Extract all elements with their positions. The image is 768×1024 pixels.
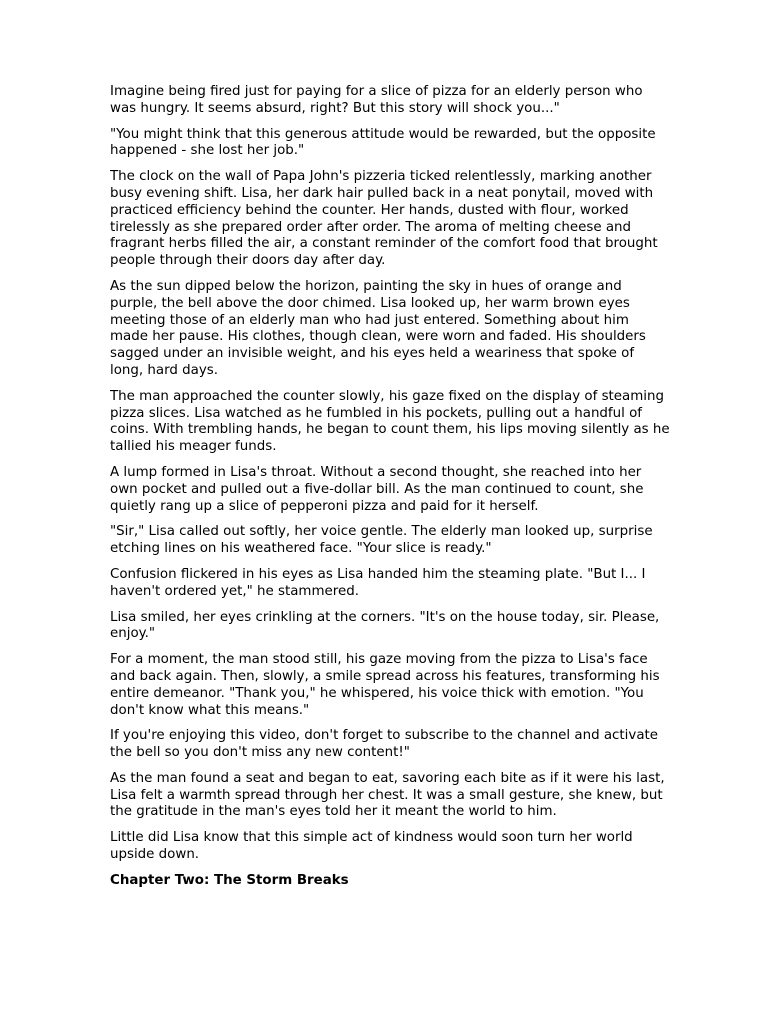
paragraph-seat: As the man found a seat and began to eat, savoring each bite as if it were his last, Lisa felt a warmth spread through her chest. It was a small gesture, she knew, but the gratitude in the man's eyes told her it meant the world to him.	[110, 770, 665, 820]
chapter-heading: Chapter Two: The Storm Breaks	[110, 872, 349, 888]
paragraph-lump: A lump formed in Lisa's throat. Without a second thought, she reached into her own pocket and pulled out a five-dollar bill. As the man continued to count, she quietly rang up a slice of pepperoni pizza and paid for it herself.	[110, 464, 644, 514]
paragraph-sir: "Sir," Lisa called out softly, her voice gentle. The elderly man looked up, surprise etching lines on his weathered face. "Your slice is ready."	[110, 524, 653, 557]
paragraph-sunset: As the sun dipped below the horizon, painting the sky in hues of orange and purple, the bell above the door chimed. Lisa looked up, her warm brown eyes meeting those of an elderly man who had just entered. Something about him made her pause. His clothes, though clean, were worn and faded. His shoulders sagged under an invisible weight, and his eyes held a weariness that spoke of long, hard days.	[110, 278, 646, 378]
paragraph-counter: The man approached the counter slowly, his gaze fixed on the display of steaming pizza slices. Lisa watched as he fumbled in his pockets, pulling out a handful of coins. With trembling hands, he began to count them, his lips moving silently as he tallied his meager funds.	[110, 388, 670, 455]
paragraph-quote: "You might think that this generous attitude would be rewarded, but the opposite happened - she lost her job."	[110, 126, 656, 159]
paragraph-smile: Lisa smiled, her eyes crinkling at the corners. "It's on the house today, sir. Please, enjoy."	[110, 609, 660, 642]
paragraph-intro: Imagine being fired just for paying for a slice of pizza for an elderly person who was hungry. It seems absurd, right? But this story will shock you..."	[110, 84, 643, 116]
paragraph-confusion: Confusion flickered in his eyes as Lisa handed him the steaming plate. "But I... I haven't ordered yet," he stammered.	[110, 566, 646, 599]
paragraph-moment: For a moment, the man stood still, his gaze moving from the pizza to Lisa's face and back again. Then, slowly, a smile spread across his features, transforming his entire demeanor. "Thank you," he whispered, his voice thick with emotion. "You don't know what this means."	[110, 652, 660, 718]
paragraph-clock: The clock on the wall of Papa John's pizzeria ticked relentlessly, marking another busy evening shift. Lisa, her dark hair pulled back in a neat ponytail, moved with practiced efficiency behind the counter. Her hands, dusted with flour, worked tirelessly as she prepared order after order. The aroma of melting cheese and fragrant herbs filled the air, a constant reminder of the comfort food that brought people through their doors day after day.	[110, 169, 658, 269]
document-page	[110, 84, 670, 890]
paragraph-subscribe: If you're enjoying this video, don't forget to subscribe to the channel and activate the bell so you don't miss any new content!"	[110, 728, 659, 761]
paragraph-little: Little did Lisa know that this simple act of kindness would soon turn her world upside down.	[110, 830, 633, 863]
